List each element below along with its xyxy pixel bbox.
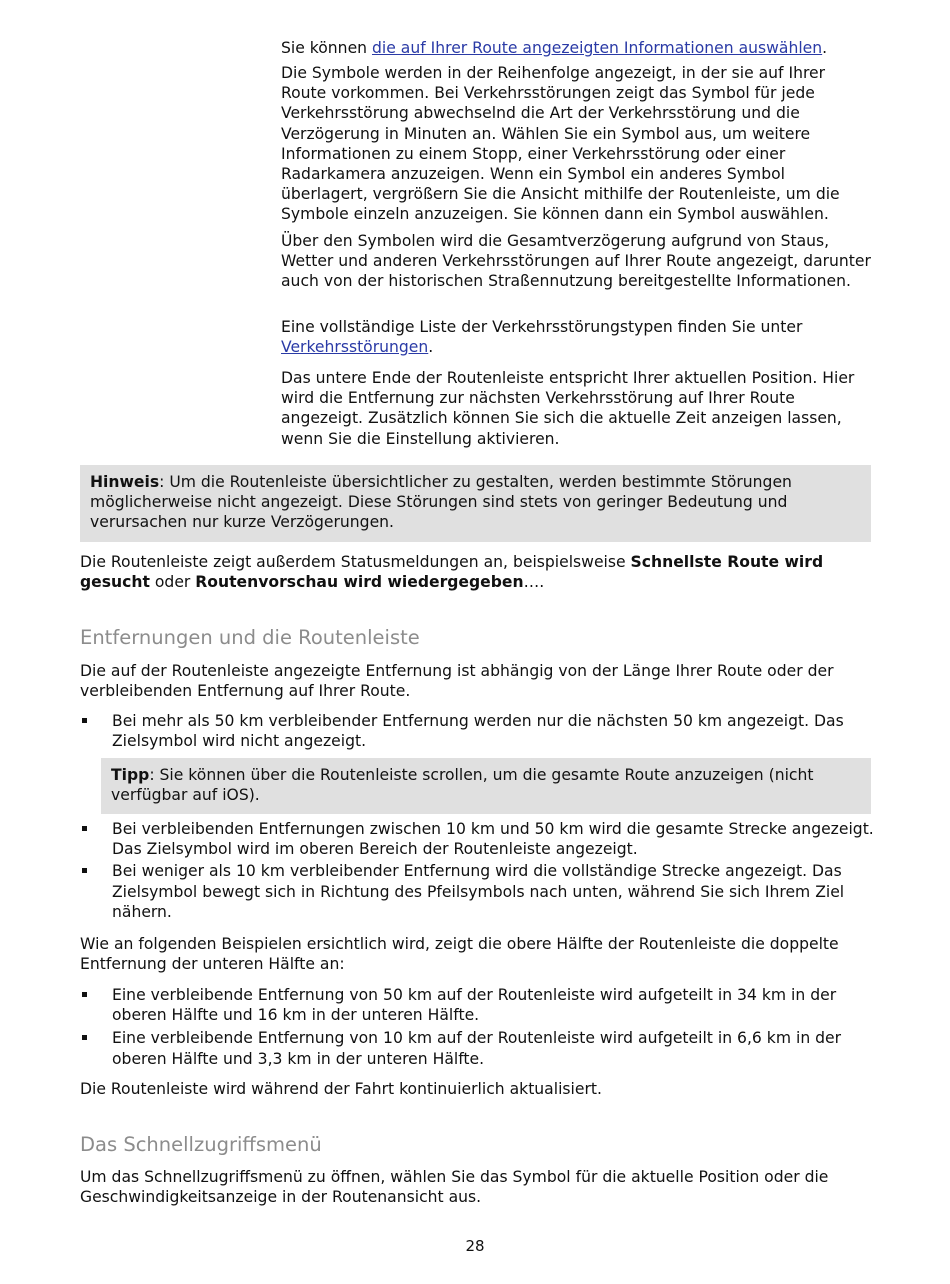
list-item bbox=[80, 861, 875, 922]
distances-closing: Die Routenleiste wird während der Fahrt kontinuierlich aktualisiert. bbox=[80, 1080, 602, 1098]
status-bold: Routenvorschau wird wiedergegeben bbox=[195, 573, 524, 592]
list-item bbox=[80, 1028, 870, 1068]
intro-paragraph-5: Das untere Ende der Routenleiste entspricht Ihrer aktuellen Position. Hier wird die Entfernung zur nächsten Verkehrsstörung auf Ihrer Route angezeigt. Zusätzlich können Sie sich die aktuelle Zeit anzeigen lassen, wenn Sie die Einstellung aktivieren. bbox=[281, 369, 855, 448]
bullet-icon bbox=[82, 826, 87, 831]
examples-list bbox=[80, 985, 870, 1069]
list-item bbox=[80, 985, 870, 1025]
list-item-text: Bei verbleibenden Entfernungen zwischen 10 km und 50 km wird die gesamte Strecke angezeigt. Das Zielsymbol wird im oberen Bereich der Routenleiste angezeigt. bbox=[112, 820, 874, 859]
list-item bbox=[80, 819, 875, 859]
list-item-text: Eine verbleibende Entfernung von 10 km auf der Routenleiste wird aufgeteilt in 6,6 km in der oberen Hälfte und 3,3 km in der unteren Hälfte. bbox=[112, 1029, 842, 1068]
hint-body: : Um die Routenleiste übersichtlicher zu gestalten, werden bestimmte Störungen möglicherweise nicht angezeigt. Diese Störungen sind stets von geringer Bedeutung und verursachen nur kurze Verzögerungen. bbox=[90, 473, 792, 532]
bullet-icon bbox=[82, 868, 87, 873]
tip-label: Tipp bbox=[111, 766, 150, 784]
intro-text: Eine vollständige Liste der Verkehrsstörungstypen finden Sie unter bbox=[281, 318, 803, 336]
intro-paragraph-1 bbox=[281, 38, 871, 58]
tip-body: : Sie können über die Routenleiste scrollen, um die gesamte Route anzuzeigen (nicht verfügbar auf iOS). bbox=[111, 766, 814, 805]
bullet-icon bbox=[82, 718, 87, 723]
distance-list-1 bbox=[80, 711, 880, 751]
list-item bbox=[80, 711, 880, 751]
intro-paragraph-3: Über den Symbolen wird die Gesamtverzögerung aufgrund von Staus, Wetter und anderen Verkehrsstörungen auf Ihrer Route angezeigt, darunter auch von der historischen Straßennutzung bereitgestellte Informationen. bbox=[281, 232, 871, 291]
bullet-icon bbox=[82, 992, 87, 997]
intro-text: . bbox=[428, 338, 434, 357]
intro-text: . bbox=[822, 39, 828, 57]
list-item-text: Eine verbleibende Entfernung von 50 km auf der Routenleiste wird aufgeteilt in 34 km in der oberen Hälfte und 16 km in der unteren Hälfte. bbox=[112, 986, 837, 1025]
examples-intro: Wie an folgenden Beispielen ersichtlich wird, zeigt die obere Hälfte der Routenleiste die doppelte Entfernung der unteren Hälfte an: bbox=[80, 935, 839, 974]
list-item-text: Bei mehr als 50 km verbleibender Entfernung werden nur die nächsten 50 km angezeigt. Das Zielsymbol wird nicht angezeigt. bbox=[112, 712, 844, 751]
status-paragraph bbox=[80, 552, 880, 592]
hint-text bbox=[90, 472, 861, 533]
distance-list-2 bbox=[80, 819, 875, 922]
status-text: oder bbox=[149, 573, 196, 592]
tip-box bbox=[101, 758, 871, 814]
section-heading-quick-menu: Das Schnellzugriffsmenü bbox=[80, 1133, 322, 1156]
bullet-icon bbox=[82, 1035, 87, 1040]
intro-paragraph-4 bbox=[281, 317, 871, 357]
status-text: …. bbox=[523, 573, 545, 592]
hint-label: Hinweis bbox=[90, 473, 160, 491]
select-route-info-link[interactable]: die auf Ihrer Route angezeigten Informationen auswählen bbox=[372, 39, 823, 57]
list-item-text: Bei weniger als 10 km verbleibender Entfernung wird die vollständige Strecke angezeigt. Das Zielsymbol bewegt sich in Richtung des Pfeilsymbols nach unten, während Sie sich Ihrem Ziel nähern. bbox=[112, 862, 845, 921]
hint-box bbox=[80, 465, 871, 542]
intro-paragraph-2: Die Symbole werden in der Reihenfolge angezeigt, in der sie auf Ihrer Route vorkommen. Bei Verkehrsstörungen zeigt das Symbol für jede Verkehrsstörung abwechselnd die Art der Verkehrsstörung und die Verzögerung in Minuten an. Wählen Sie ein Symbol aus, um weitere Informationen zu einem Stopp, einer Verkehrsstörung oder einer Radarkamera anzuzeigen. Wenn ein Symbol ein anderes Symbol überlagert, vergrößern Sie die Ansicht mithilfe der Routenleiste, um die Symbole einzeln anzuzeigen. Sie können dann ein Symbol auswählen. bbox=[281, 64, 840, 224]
intro-text: Sie können bbox=[281, 39, 372, 57]
distances-intro: Die auf der Routenleiste angezeigte Entfernung ist abhängig von der Länge Ihrer Route oder der verbleibenden Entfernung auf Ihrer Route. bbox=[80, 662, 834, 701]
status-text: Die Routenleiste zeigt außerdem Statusmeldungen an, beispielsweise bbox=[80, 553, 631, 571]
section-heading-distances: Entfernungen und die Routenleiste bbox=[80, 626, 420, 649]
tip-text bbox=[111, 765, 861, 805]
traffic-incidents-link[interactable]: Verkehrsstörungen bbox=[281, 338, 429, 357]
quick-menu-text: Um das Schnellzugriffsmenü zu öffnen, wählen Sie das Symbol für die aktuelle Position oder die Geschwindigkeitsanzeige in der Routenansicht aus. bbox=[80, 1168, 829, 1207]
page-number: 28 bbox=[465, 1237, 485, 1255]
status-bold: Schnellste Route wird gesucht bbox=[80, 553, 824, 592]
